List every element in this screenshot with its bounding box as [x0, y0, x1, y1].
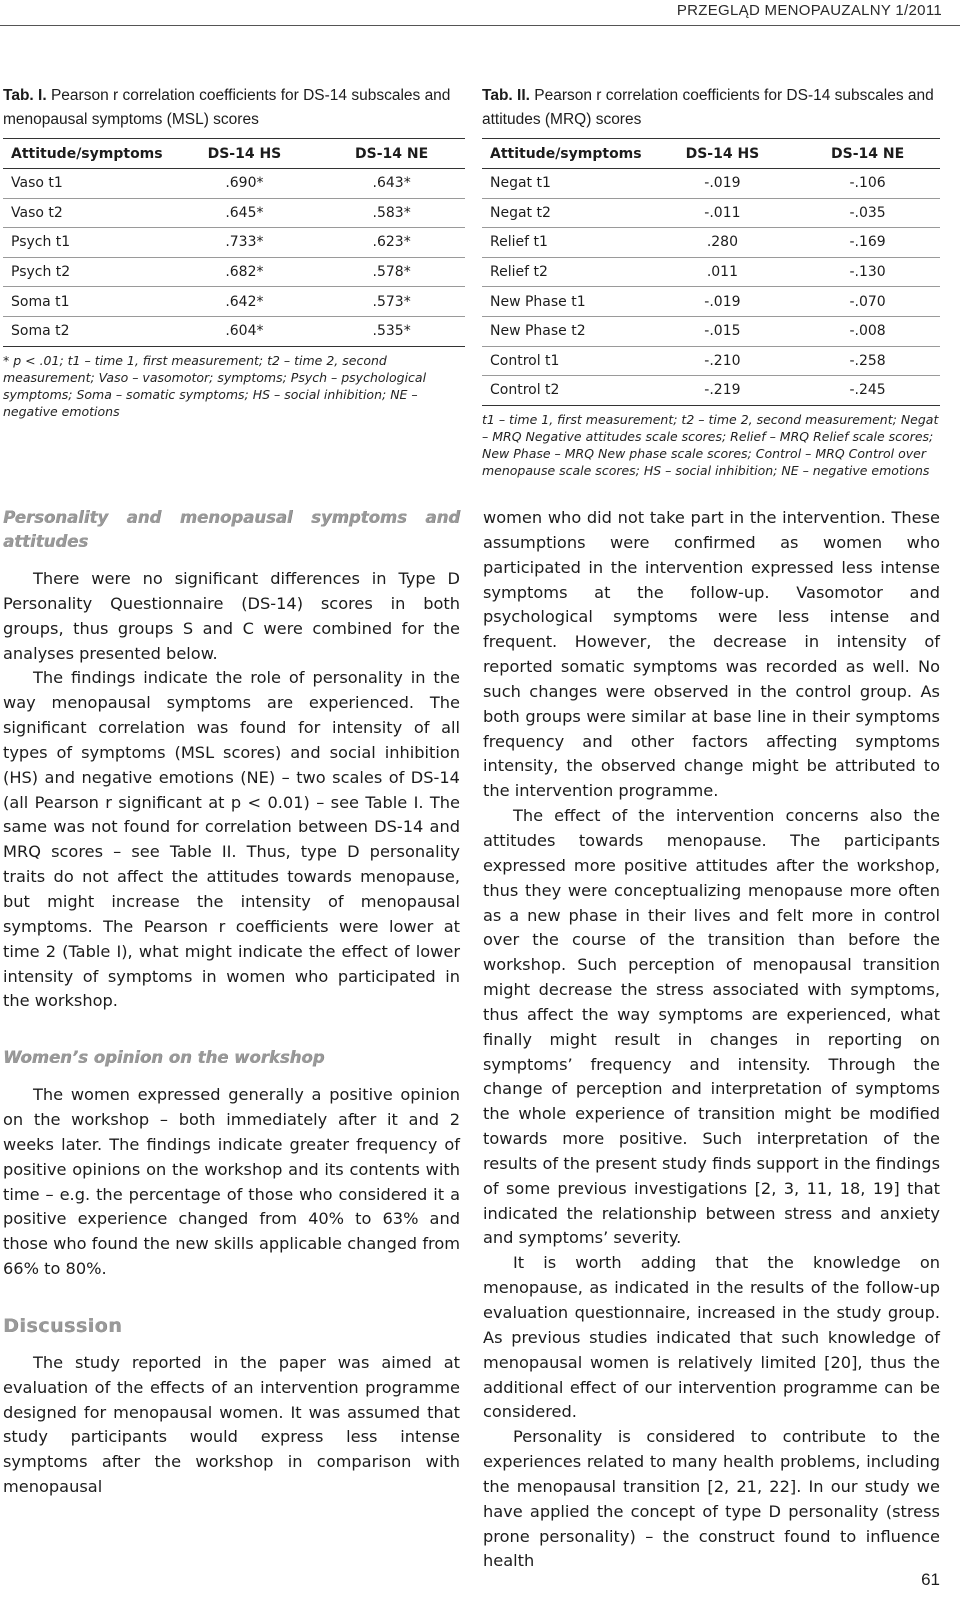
table-row — [3, 287, 465, 317]
table-row — [3, 169, 465, 199]
table-cell: Psych t1 — [11, 234, 71, 251]
table-2-block — [482, 84, 940, 479]
table-row — [3, 198, 465, 228]
table-1-caption — [3, 84, 465, 132]
page-number: 61 — [921, 1570, 940, 1589]
table-cell: .733* — [225, 234, 264, 251]
table-cell: -.011 — [704, 204, 741, 221]
table-cell: Soma t2 — [11, 323, 70, 340]
table-cell: -.008 — [849, 323, 886, 340]
table-row — [482, 169, 940, 199]
table-header-row — [482, 139, 940, 169]
table-cell: -.245 — [849, 382, 886, 399]
table-cell: Relief t2 — [490, 264, 548, 281]
table-cell: Control t1 — [490, 352, 560, 369]
table-cell: -.219 — [704, 382, 741, 399]
table-2-label: Tab. II. — [482, 87, 530, 104]
table-cell: .604* — [225, 323, 264, 340]
table-cell: -.019 — [704, 293, 741, 310]
table-row — [482, 228, 940, 258]
table-cell: .583* — [372, 204, 411, 221]
table-row — [3, 316, 465, 346]
table-cell: Psych t2 — [11, 264, 71, 281]
table-cell: Control t2 — [490, 382, 560, 399]
table-header-cell: Attitude/symptoms — [490, 145, 642, 162]
table-cell: -.210 — [704, 352, 741, 369]
table-header-cell: Attitude/symptoms — [11, 145, 163, 162]
table-row — [482, 316, 940, 346]
body-paragraph: The effect of the intervention concerns also the attitudes towards menopause. The participants expressed more positive attitudes after the workshop, thus they were conceptualizing menopause more often as a new phase in their lives and felt more in control over the course of the transition than before the workshop. Such perception of menopausal transition might decrease the stress associated with symptoms, thus affect the way symptoms are experienced, what finally might result in changes in reporting on symptoms’ frequency and intensity. Through the change of perception and interpretation of symptoms the whole experience of transition might be modified towards more positive. Such interpretation of the results of the present study finds support in the findings of some previous investigations [2, 3, 11, 18, 19] that indicated the relationship between stress and anxiety and symptoms’ severity. — [483, 806, 940, 1248]
table-cell: Negat t2 — [490, 204, 551, 221]
left-column — [3, 506, 460, 1500]
table-cell: -.019 — [704, 175, 741, 192]
table-1 — [3, 138, 465, 347]
body-paragraph: The study reported in the paper was aimed at evaluation of the effects of an intervention programme designed for menopausal women. It was assumed that study participants would express less intense symptoms after the workshop in comparison with menopausal — [3, 1352, 460, 1497]
table-header-cell: DS-14 NE — [355, 145, 429, 162]
table-2-caption-text: Pearson r correlation coefficients for DS-14 subscales and attitudes (MRQ) scores — [482, 87, 934, 128]
body-paragraph: The findings indicate the role of personality in the way menopausal symptoms are experienced. The significant correlation was found for intensity of all types of symptoms (MSL scores) and social inhibition (HS) and negative emotions (NE) – two scales of DS-14 (all Pearson r significant at p < 0.01) – see Table I. The same was not found for correlation between DS-14 and MRQ scores – see Table II. Thus, type D personality traits do not affect the attitudes towards menopause, but might increase the intensity of menopausal symptoms. The Pearson r coefficients were lower at time 2 (Table I), what might indicate the effect of lower intensity of symptoms in women who participated in the workshop. — [3, 668, 460, 1011]
table-cell: -.070 — [849, 293, 886, 310]
table-cell: -.106 — [849, 175, 886, 192]
table-cell: .011 — [706, 264, 738, 281]
table-cell: Soma t1 — [11, 293, 70, 310]
table-2 — [482, 138, 940, 406]
table-cell: Vaso t2 — [11, 204, 63, 221]
table-cell: -.169 — [849, 234, 886, 251]
table-cell: Relief t1 — [490, 234, 548, 251]
table-1-label: Tab. I. — [3, 87, 47, 104]
table-cell: .578* — [372, 264, 411, 281]
table-cell: .643* — [372, 175, 411, 192]
header-rule — [0, 25, 960, 26]
table-1-caption-text: Pearson r correlation coefficients for DS-14 subscales and menopausal symptoms (MSL) scores — [3, 87, 451, 128]
body-paragraph: women who did not take part in the intervention. These assumptions were confirmed as women who participated in the intervention expressed less intense symptoms at the follow-up. Vasomotor and psychological symptoms were less intense and frequent. However, the decrease in intensity of reported somatic symptoms was recorded as well. No such changes were observed in the control group. As both groups were similar at base line in their symptoms frequency and other factors affecting symptoms intensity, the observed change might be attributed to the intervention programme. — [483, 508, 940, 801]
table-1-footnote: * p < .01; t1 – time 1, first measurement; t2 – time 2, second measurement; Vaso – vasomotor; symptoms; Psych – psychological symptoms; Soma – somatic symptoms; HS – social inhibition; NE – negative emotions — [3, 352, 427, 419]
table-cell: -.130 — [849, 264, 886, 281]
table-header-cell: DS-14 HS — [685, 145, 760, 162]
table-row — [3, 228, 465, 258]
table-row — [482, 257, 940, 287]
body-paragraph: It is worth adding that the knowledge on menopause, as indicated in the results of the follow-up evaluation questionnaire, increased in the study group. As previous studies indicated that such knowledge of menopausal women is relatively limited [20], thus the additional effect of our intervention programme can be considered. — [483, 1253, 940, 1422]
table-row — [482, 198, 940, 228]
table-2-footnote: t1 – time 1, first measurement; t2 – time 2, second measurement; Negat – MRQ Negative attitudes scale scores; Relief – MRQ Relief scale scores; New Phase – MRQ New phase scale scores; Control – MRQ Control over menopause scale scores; HS – social inhibition; NE – negative emotions — [482, 411, 939, 478]
table-header-cell: DS-14 NE — [831, 145, 905, 162]
section-heading-discussion: Discussion — [3, 1314, 123, 1337]
table-cell: -.015 — [704, 323, 741, 340]
table-row — [3, 257, 465, 287]
table-cell: .642* — [225, 293, 264, 310]
table-cell: .682* — [225, 264, 264, 281]
table-cell: Vaso t1 — [11, 175, 63, 192]
body-paragraph: The women expressed generally a positive opinion on the workshop – both immediately after it and 2 weeks later. The findings indicate greater frequency of positive opinions on the workshop and its contents with time – e.g. the percentage of those who considered it a positive experience changed from 40% to 63% and those who found the new skills applicable changed from 66% to 80%. — [3, 1085, 460, 1279]
table-1-block — [3, 84, 465, 420]
table-cell: Negat t1 — [490, 175, 551, 192]
table-cell: -.035 — [849, 204, 886, 221]
table-cell: .645* — [225, 204, 264, 221]
right-column — [483, 506, 940, 1574]
table-header-row — [3, 139, 465, 169]
table-row — [482, 346, 940, 376]
table-cell: New Phase t2 — [490, 323, 586, 340]
table-cell: New Phase t1 — [490, 293, 586, 310]
journal-header: PRZEGLĄD MENOPAUZALNY 1/2011 — [676, 2, 942, 19]
table-header-cell: DS-14 HS — [207, 145, 282, 162]
table-row — [482, 287, 940, 317]
table-cell: .573* — [372, 293, 411, 310]
table-row — [482, 376, 940, 406]
table-cell: .535* — [372, 323, 411, 340]
body-paragraph: There were no significant differences in Type D Personality Questionnaire (DS-14) scores in both groups, thus groups S and C were combined for the analyses presented below. — [3, 569, 460, 663]
section-heading-personality: Personality and menopausal symptoms and attitudes — [3, 508, 460, 551]
table-cell: .623* — [372, 234, 411, 251]
body-paragraph: Personality is considered to contribute to the experiences related to many health problems, including the menopausal transition [2, 21, 22]. In our study we have applied the concept of type D personality (stress prone personality) – the construct found to influence health — [483, 1427, 940, 1571]
table-cell: .280 — [706, 234, 738, 251]
table-cell: -.258 — [849, 352, 886, 369]
table-cell: .690* — [225, 175, 264, 192]
section-heading-opinion: Women’s opinion on the workshop — [3, 1048, 325, 1068]
table-2-caption — [482, 84, 940, 132]
